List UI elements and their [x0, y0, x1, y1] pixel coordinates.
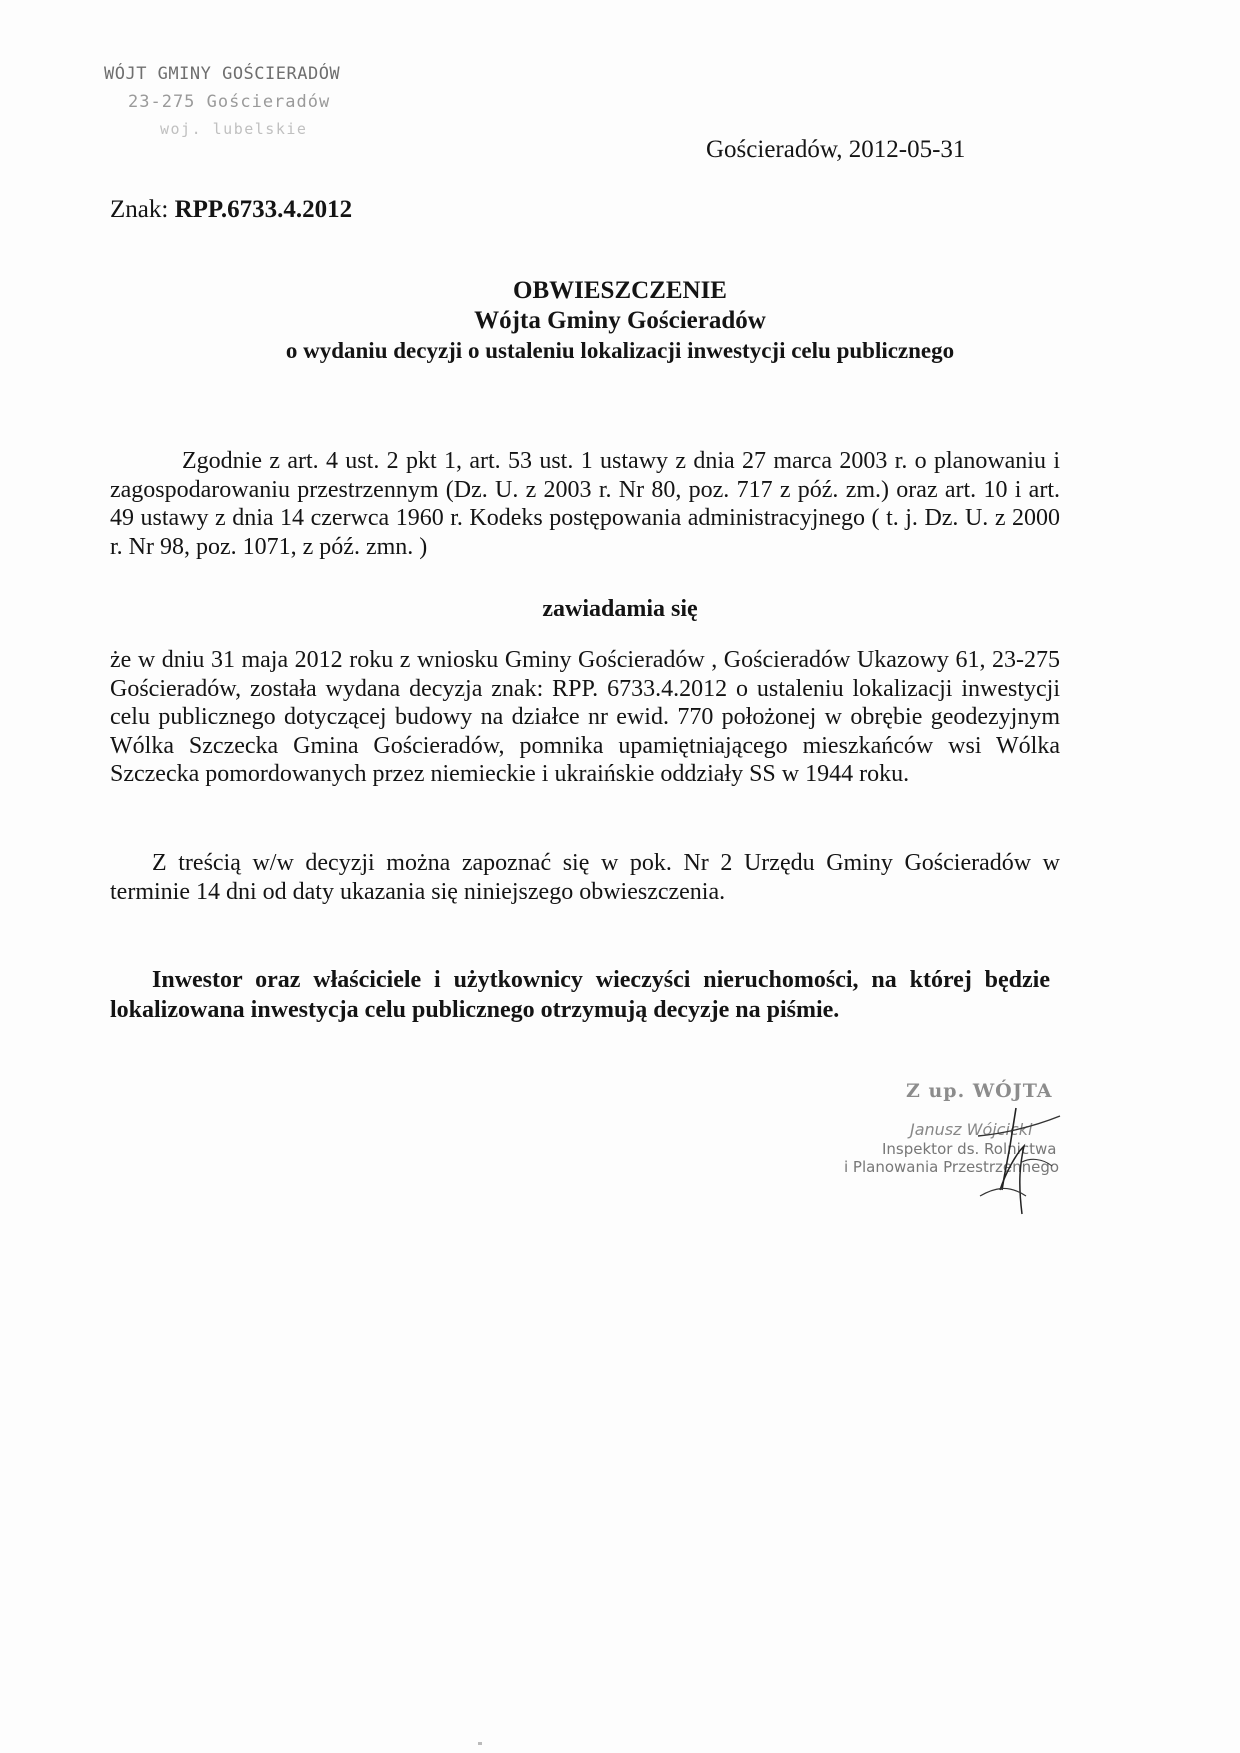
reference-value: RPP.6733.4.2012: [174, 196, 353, 223]
legal-basis-paragraph: Zgodnie z art. 4 ust. 2 pkt 1, art. 53 ust. 1 ustawy z dnia 27 marca 2003 r. o planowaniu i zagospodarowaniu przestrzennym (Dz. U. z 2003 r. Nr 80, poz. 717 z póź. zm.) oraz art. 10 i art. 49 ustawy z dnia 14 czerwca 1960 r. Kodeks postępowania administracyjnego ( t. j. Dz. U. z 2000 r. Nr 98, poz. 1071, z póź. zmn. ): [110, 448, 1060, 560]
notice-heading: zawiadamia się: [542, 596, 698, 622]
scan-mark: [478, 1742, 482, 1745]
stamp-line-office: WÓJT GMINY GOŚCIERADÓW: [104, 64, 341, 84]
office-stamp: [104, 64, 404, 138]
final-statement: Inwestor oraz właściciele i użytkownicy wieczyści nieruchomości, na której będzie lokalizowana inwestycja celu publicznego otrzymują decyzje na piśmie.: [110, 967, 1050, 1023]
handwritten-signature: [960, 1106, 1070, 1216]
signature-authority: Z up. WÓJTA: [906, 1080, 1053, 1102]
document-title: OBWIESZCZENIE: [513, 277, 727, 304]
document-heading: [0, 276, 1240, 366]
signatory-name: Janusz Wójcicki: [910, 1120, 1033, 1139]
stamp-line-address: 23-275 Gościeradów: [128, 92, 331, 112]
signature-stamp: [840, 1070, 1100, 1230]
document-subject: o wydaniu decyzji o ustaleniu lokalizacji inwestycji celu publicznego: [285, 338, 955, 363]
access-paragraph: Z treścią w/w decyzji można zapoznać się w pok. Nr 2 Urzędu Gminy Gościeradów w terminie 14 dni od daty ukazania się niniejszego obwieszczenia.: [110, 850, 1060, 905]
decision-paragraph: że w dniu 31 maja 2012 roku z wniosku Gminy Gościeradów , Gościeradów Ukazowy 61, 23-275 Gościeradów, została wydana decyzja znak: RPP. 6733.4.2012 o ustaleniu lokalizacji inwestycji celu publicznego dotyczącej budowy na działce nr ewid. 770 położonej w obrębie geodezyjnym Wólka Szczecka Gmina Gościeradów, pomnika upamiętniającego mieszkańców wsi Wólka Szczecka pomordowanych przez niemieckie i ukraińskie oddziały SS w 1944 roku.: [110, 647, 1060, 787]
place-and-date: Gościeradów, 2012-05-31: [706, 136, 966, 163]
reference-label: Znak:: [110, 196, 175, 223]
reference-number: [110, 196, 352, 224]
signatory-title-line1: Inspektor ds. Rolnictwa: [882, 1140, 1057, 1158]
signatory-title-line2: i Planowania Przestrzennego: [844, 1158, 1060, 1176]
document-subtitle: Wójta Gminy Gościeradów: [474, 307, 766, 334]
stamp-line-region: woj. lubelskie: [160, 120, 308, 138]
